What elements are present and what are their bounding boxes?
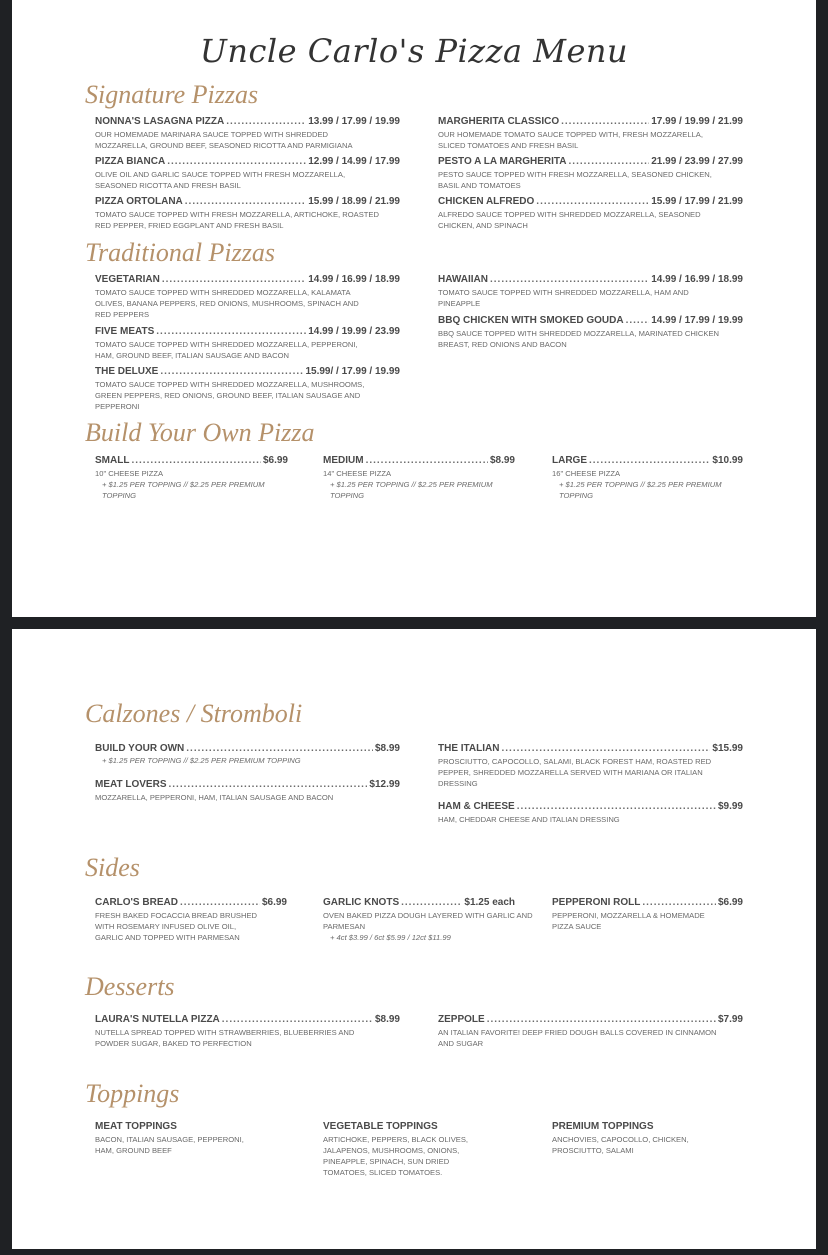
item-description: TOMATO SAUCE TOPPED WITH SHREDDED MOZZARELLA, MUSHROOMS, GREEN PEPPERS, RED ONIONS, GROUND BEEF, ITALIAN SAUSAGE AND PEPPERONI: [95, 380, 365, 411]
item-description: PEPPERONI, MOZZARELLA & HOMEMADE PIZZA SAUCE: [552, 911, 705, 931]
item-name: MEAT TOPPINGS: [95, 1121, 177, 1132]
item-price: 15.99 / 17.99 / 21.99: [651, 196, 743, 207]
item-description: MOZZARELLA, PEPPERONI, HAM, ITALIAN SAUSAGE AND BACON: [95, 793, 334, 802]
item-description: ANCHOVIES, CAPOCOLLO, CHICKEN, PROSCIUTTO, SALAMI: [552, 1135, 689, 1155]
item-name: MARGHERITA CLASSICO: [438, 116, 560, 127]
item-note: + $1.25 PER TOPPING // $2.25 PER PREMIUM TOPPING: [330, 480, 493, 500]
item-description: PROSCIUTTO, CAPOCOLLO, SALAMI, BLACK FOREST HAM, ROASTED RED PEPPER, SHREDDED MOZZARELLA SERVED WITH MARIANA OR ITALIAN DRESSING: [438, 757, 712, 788]
item-price: 14.99 / 19.99 / 23.99: [308, 326, 400, 337]
item-description: TOMATO SAUCE TOPPED WITH SHREDDED MOZZARELLA, PEPPERONI, HAM, GROUND BEEF, ITALIAN SAUSAGE AND BACON: [95, 340, 358, 360]
item-name: MEDIUM: [323, 455, 364, 466]
menu-item-garlic-knots: [323, 897, 533, 943]
menu-item-pizza-bianca: [95, 156, 400, 191]
toppings-vegetable: [323, 1121, 515, 1178]
menu-item-bbq-chicken: [438, 315, 743, 350]
menu-title: Uncle Carlo's Pizza Menu: [199, 32, 629, 70]
menu-item-meat-lovers: [95, 779, 400, 803]
menu-item-zeppole: [438, 1014, 743, 1049]
section-title-calzones: Calzones / Stromboli: [85, 699, 303, 728]
item-name: VEGETABLE TOPPINGS: [323, 1121, 438, 1132]
item-price: 17.99 / 19.99 / 21.99: [651, 116, 743, 127]
item-description: AN ITALIAN FAVORITE! DEEP FRIED DOUGH BALLS COVERED IN CINNAMON AND SUGAR: [438, 1028, 717, 1048]
item-price: $6.99: [261, 897, 287, 908]
section-title-build-your-own: Build Your Own Pizza: [85, 418, 315, 447]
item-description: HAM, CHEDDAR CHEESE AND ITALIAN DRESSING: [438, 815, 620, 824]
item-price: $8.99: [489, 455, 515, 466]
item-name: PREMIUM TOPPINGS: [552, 1121, 654, 1132]
item-price: $8.99: [374, 1014, 400, 1025]
item-description: ARTICHOKE, PEPPERS, BLACK OLIVES, JALAPENOS, MUSHROOMS, ONIONS, PINEAPPLE, SPINACH, SUN DRIED TOMATOES, SLICED TOMATOES.: [323, 1135, 469, 1177]
item-name: FIVE MEATS: [95, 326, 155, 337]
item-name: ZEPPOLE: [438, 1014, 485, 1025]
item-name: SMALL: [95, 455, 130, 466]
item-note: + 4ct $3.99 / 6ct $5.99 / 12ct $11.99: [330, 933, 451, 942]
item-description: FRESH BAKED FOCACCIA BREAD BRUSHED WITH ROSEMARY INFUSED OLIVE OIL, GARLIC AND TOPPED WITH PARMESAN: [95, 911, 258, 942]
item-description: NUTELLA SPREAD TOPPED WITH STRAWBERRIES, BLUEBERRIES AND POWDER SUGAR, BAKED TO PERFECTION: [95, 1028, 355, 1048]
item-description: TOMATO SAUCE TOPPED WITH SHREDDED MOZZARELLA, HAM AND PINEAPPLE: [438, 288, 689, 308]
menu-item-large: [552, 455, 743, 501]
item-name: NONNA'S LASAGNA PIZZA: [95, 116, 225, 127]
menu-item-five-meats: [95, 326, 400, 361]
item-name: HAWAIIAN: [438, 274, 488, 285]
item-description: OLIVE OIL AND GARLIC SAUCE TOPPED WITH FRESH MOZZARELLA, SEASONED RICOTTA AND FRESH BASIL: [95, 170, 346, 190]
item-price: 14.99 / 16.99 / 18.99: [308, 274, 400, 285]
menu-item-small: [95, 455, 288, 501]
item-name: PEPPERONI ROLL: [552, 897, 641, 908]
item-price: $6.99: [262, 455, 288, 466]
item-price: $9.99: [717, 801, 743, 812]
item-price: 15.99/ / 17.99 / 19.99: [305, 366, 400, 377]
item-price: 21.99 / 23.99 / 27.99: [651, 156, 743, 167]
menu-item-the-deluxe: [95, 366, 400, 412]
menu-item-pizza-ortolana: [95, 196, 400, 231]
menu-item-pepperoni-roll: [552, 897, 743, 932]
item-description: PESTO SAUCE TOPPED WITH FRESH MOZZARELLA, SEASONED CHICKEN, BASIL AND TOMATOES: [438, 170, 712, 190]
item-price: $1.25 each: [464, 897, 515, 908]
item-price: $8.99: [374, 743, 400, 754]
section-title-traditional: Traditional Pizzas: [85, 238, 275, 267]
item-price: 14.99 / 17.99 / 19.99: [651, 315, 743, 326]
item-description: OUR HOMEMADE TOMATO SAUCE TOPPED WITH, FRESH MOZZARELLA, SLICED TOMATOES AND FRESH BASIL: [438, 130, 703, 150]
menu-item-nonnas-lasagna: [95, 116, 400, 151]
item-name: LARGE: [552, 455, 587, 466]
item-description: TOMATO SAUCE TOPPED WITH FRESH MOZZARELLA, ARTICHOKE, ROASTED RED PEPPER, FRIED EGGPLANT AND FRESH BASIL: [95, 210, 379, 230]
menu-item-pesto-margherita: [438, 156, 743, 191]
item-name: PIZZA ORTOLANA: [95, 196, 183, 207]
item-name: BUILD YOUR OWN: [95, 743, 185, 754]
menu-item-build-your-own-calzone: [95, 743, 400, 766]
section-title-desserts: Desserts: [85, 972, 175, 1001]
item-description: OVEN BAKED PIZZA DOUGH LAYERED WITH GARLIC AND PARMESAN: [323, 911, 533, 931]
item-name: CARLO'S BREAD: [95, 897, 178, 908]
menu-page-1: [12, 0, 816, 617]
menu-item-chicken-alfredo: [438, 196, 743, 231]
item-note: + $1.25 PER TOPPING // $2.25 PER PREMIUM TOPPING: [102, 480, 265, 500]
menu-item-vegetarian: [95, 274, 400, 320]
item-description: ALFREDO SAUCE TOPPED WITH SHREDDED MOZZARELLA, SEASONED CHICKEN, AND SPINACH: [438, 210, 701, 230]
item-name: LAURA'S NUTELLA PIZZA: [95, 1014, 220, 1025]
item-price: $7.99: [717, 1014, 743, 1025]
toppings-premium: [552, 1121, 743, 1156]
item-description: 10" CHEESE PIZZA: [95, 469, 164, 478]
menu-item-carlos-bread: [95, 897, 287, 943]
item-name: CHICKEN ALFREDO: [438, 196, 535, 207]
item-description: 14" CHEESE PIZZA: [323, 469, 392, 478]
item-price: $6.99: [717, 897, 743, 908]
item-name: PESTO A LA MARGHERITA: [438, 156, 567, 167]
item-price: 15.99 / 18.99 / 21.99: [308, 196, 400, 207]
item-description: BACON, ITALIAN SAUSAGE, PEPPERONI, HAM, GROUND BEEF: [95, 1135, 244, 1155]
item-price: 13.99 / 17.99 / 19.99: [308, 116, 400, 127]
item-note: + $1.25 PER TOPPING // $2.25 PER PREMIUM TOPPING: [102, 756, 301, 765]
section-title-signature: Signature Pizzas: [85, 80, 259, 109]
menu-item-the-italian: [438, 743, 743, 789]
item-price: 14.99 / 16.99 / 18.99: [651, 274, 743, 285]
menu-item-medium: [323, 455, 515, 501]
menu-item-margherita-classico: [438, 116, 743, 151]
item-price: $10.99: [712, 455, 743, 466]
item-description: OUR HOMEMADE MARINARA SAUCE TOPPED WITH SHREDDED MOZZARELLA, GROUND BEEF, SEASONED RICOTTA AND PARMIGIANA: [95, 130, 353, 150]
item-name: THE ITALIAN: [438, 743, 500, 754]
section-title-sides: Sides: [85, 853, 140, 882]
item-price: $12.99: [369, 779, 400, 790]
menu-item-nutella-pizza: [95, 1014, 400, 1049]
item-name: BBQ CHICKEN WITH SMOKED GOUDA: [438, 315, 624, 326]
item-name: MEAT LOVERS: [95, 779, 167, 790]
section-title-toppings: Toppings: [85, 1079, 180, 1108]
item-name: HAM & CHEESE: [438, 801, 515, 812]
item-description: TOMATO SAUCE TOPPED WITH SHREDDED MOZZARELLA, KALAMATA OLIVES, BANANA PEPPERS, RED ONIONS, MUSHROOMS, SPINACH AND RED PEPPERS: [95, 288, 359, 319]
item-name: GARLIC KNOTS: [323, 897, 400, 908]
menu-item-hawaiian: [438, 274, 743, 309]
item-price: 12.99 / 14.99 / 17.99: [308, 156, 400, 167]
item-description: BBQ SAUCE TOPPED WITH SHREDDED MOZZARELLA, MARINATED CHICKEN BREAST, RED ONIONS AND BACON: [438, 329, 720, 349]
toppings-meat: [95, 1121, 287, 1156]
item-price: $15.99: [712, 743, 743, 754]
item-name: PIZZA BIANCA: [95, 156, 166, 167]
item-description: 16" CHEESE PIZZA: [552, 469, 621, 478]
item-note: + $1.25 PER TOPPING // $2.25 PER PREMIUM TOPPING: [559, 480, 722, 500]
menu-page-2: [12, 629, 816, 1249]
item-name: VEGETARIAN: [95, 274, 160, 285]
item-name: THE DELUXE: [95, 366, 159, 377]
menu-item-ham-cheese: [438, 801, 743, 825]
